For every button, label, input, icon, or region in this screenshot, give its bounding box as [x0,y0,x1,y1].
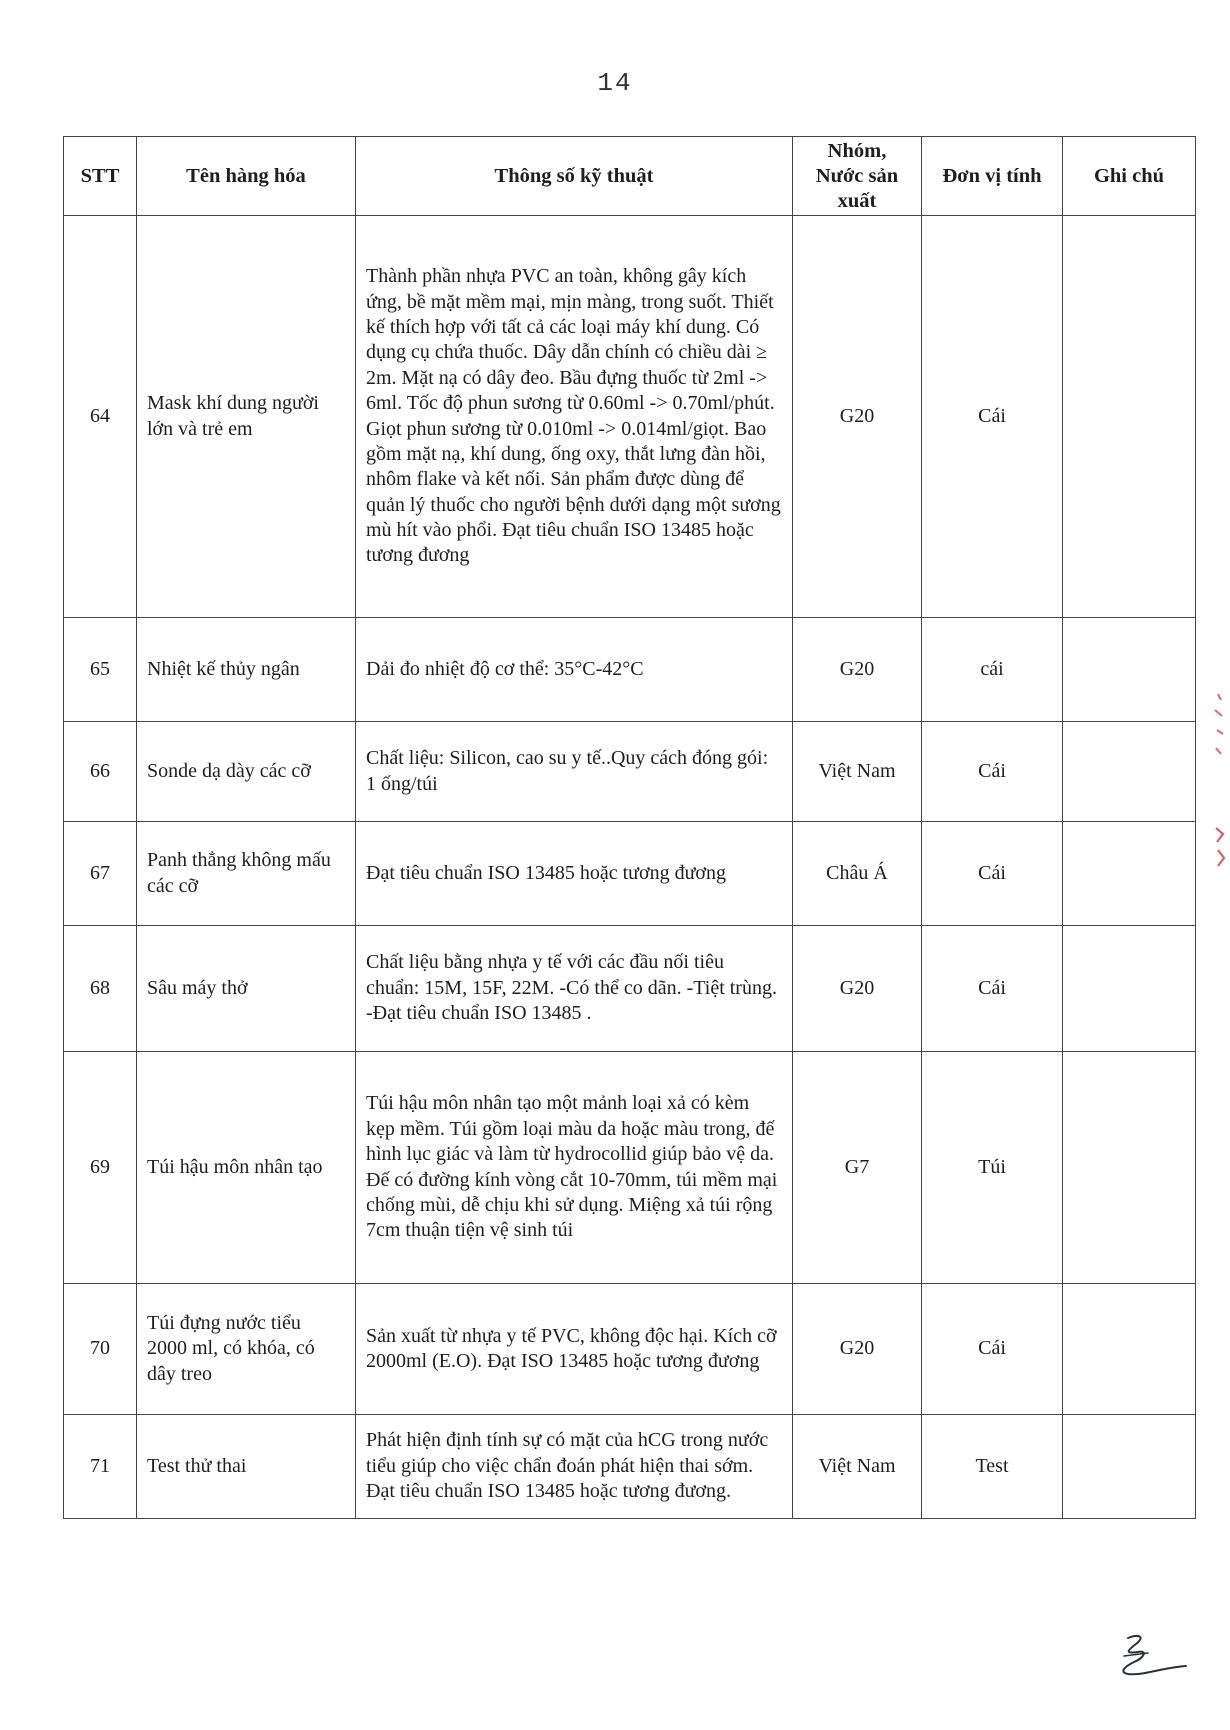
stamp-edge-mark [1212,822,1226,872]
cell-spec: Túi hậu môn nhân tạo một mảnh loại xả có kèm kẹp mềm. Túi gồm loại màu da hoặc màu trong, đế hình lục giác và làm từ hydrocollid giúp bảo vệ da. Đế có đường kính vòng cắt 10-70mm, túi mềm mại chống mùi, dễ chịu khi sử dụng. Miệng xả túi rộng 7cm thuận tiện vệ sinh túi [356,1052,793,1284]
header-group: Nhóm, Nước sản xuất [793,137,922,216]
cell-note [1063,722,1196,822]
cell-name: Túi đựng nước tiểu 2000 ml, có khóa, có dây treo [137,1284,356,1415]
cell-group: G20 [793,216,922,618]
cell-name: Nhiệt kế thủy ngân [137,618,356,722]
cell-stt: 68 [64,926,137,1052]
cell-stt: 70 [64,1284,137,1415]
cell-unit: Túi [922,1052,1063,1284]
cell-note [1063,822,1196,926]
cell-unit: cái [922,618,1063,722]
cell-stt: 65 [64,618,137,722]
stamp-edge-mark [1212,690,1226,760]
cell-spec: Đạt tiêu chuẩn ISO 13485 hoặc tương đương [356,822,793,926]
cell-group: G20 [793,618,922,722]
header-name: Tên hàng hóa [137,137,356,216]
table-header-row [64,137,1196,216]
signature-icon [1098,1628,1190,1684]
table-row [64,926,1196,1052]
cell-group: G20 [793,926,922,1052]
cell-note [1063,926,1196,1052]
cell-name: Mask khí dung người lớn và trẻ em [137,216,356,618]
table-row [64,722,1196,822]
cell-group: G7 [793,1052,922,1284]
cell-stt: 64 [64,216,137,618]
header-unit: Đơn vị tính [922,137,1063,216]
cell-note [1063,618,1196,722]
cell-spec: Chất liệu: Silicon, cao su y tế..Quy cách đóng gói: 1 ống/túi [356,722,793,822]
cell-stt: 66 [64,722,137,822]
cell-spec: Dải đo nhiệt độ cơ thể: 35°C-42°C [356,618,793,722]
cell-unit: Test [922,1415,1063,1519]
cell-unit: Cái [922,926,1063,1052]
cell-spec: Phát hiện định tính sự có mặt của hCG trong nước tiểu giúp cho việc chẩn đoán phát hiện thai sớm. Đạt tiêu chuẩn ISO 13485 hoặc tương đương. [356,1415,793,1519]
cell-group: Việt Nam [793,722,922,822]
goods-table [63,136,1196,1519]
cell-unit: Cái [922,1284,1063,1415]
table-row [64,822,1196,926]
table-row [64,1284,1196,1415]
table-row [64,1415,1196,1519]
cell-spec: Chất liệu bằng nhựa y tế với các đầu nối tiêu chuẩn: 15M, 15F, 22M. -Có thể co dãn. -Tiệt trùng. -Đạt tiêu chuẩn ISO 13485 . [356,926,793,1052]
cell-stt: 67 [64,822,137,926]
cell-unit: Cái [922,216,1063,618]
cell-name: Sonde dạ dày các cỡ [137,722,356,822]
cell-unit: Cái [922,822,1063,926]
cell-name: Test thử thai [137,1415,356,1519]
header-note: Ghi chú [1063,137,1196,216]
cell-group: Châu Á [793,822,922,926]
cell-name: Panh thẳng không mấu các cỡ [137,822,356,926]
cell-note [1063,1052,1196,1284]
header-spec: Thông số kỹ thuật [356,137,793,216]
cell-group: G20 [793,1284,922,1415]
table-row [64,1052,1196,1284]
cell-stt: 69 [64,1052,137,1284]
cell-note [1063,216,1196,618]
page-number: 14 [597,68,633,98]
cell-note [1063,1415,1196,1519]
cell-unit: Cái [922,722,1063,822]
cell-group: Việt Nam [793,1415,922,1519]
cell-note [1063,1284,1196,1415]
cell-name: Túi hậu môn nhân tạo [137,1052,356,1284]
table-row [64,618,1196,722]
cell-stt: 71 [64,1415,137,1519]
cell-name: Sâu máy thở [137,926,356,1052]
cell-spec: Thành phần nhựa PVC an toàn, không gây kích ứng, bề mặt mềm mại, mịn màng, trong suốt. Thiết kế thích hợp với tất cả các loại máy khí dung. Có dụng cụ chứa thuốc. Dây dẫn chính có chiều dài ≥ 2m. Mặt nạ có dây đeo. Bầu đựng thuốc từ 2ml -> 6ml. Tốc độ phun sương từ 0.60ml -> 0.70ml/phút. Giọt phun sương từ 0.010ml -> 0.014ml/giọt. Bao gồm mặt nạ, khí dung, ống oxy, thắt lưng đàn hồi, nhôm flake và kết nối. Sản phẩm được dùng để quản lý thuốc cho người bệnh dưới dạng một sương mù hít vào phổi. Đạt tiêu chuẩn ISO 13485 hoặc tương đương [356,216,793,618]
table-row [64,216,1196,618]
cell-spec: Sản xuất từ nhựa y tế PVC, không độc hại. Kích cỡ 2000ml (E.O). Đạt ISO 13485 hoặc tương đương [356,1284,793,1415]
header-stt: STT [64,137,137,216]
